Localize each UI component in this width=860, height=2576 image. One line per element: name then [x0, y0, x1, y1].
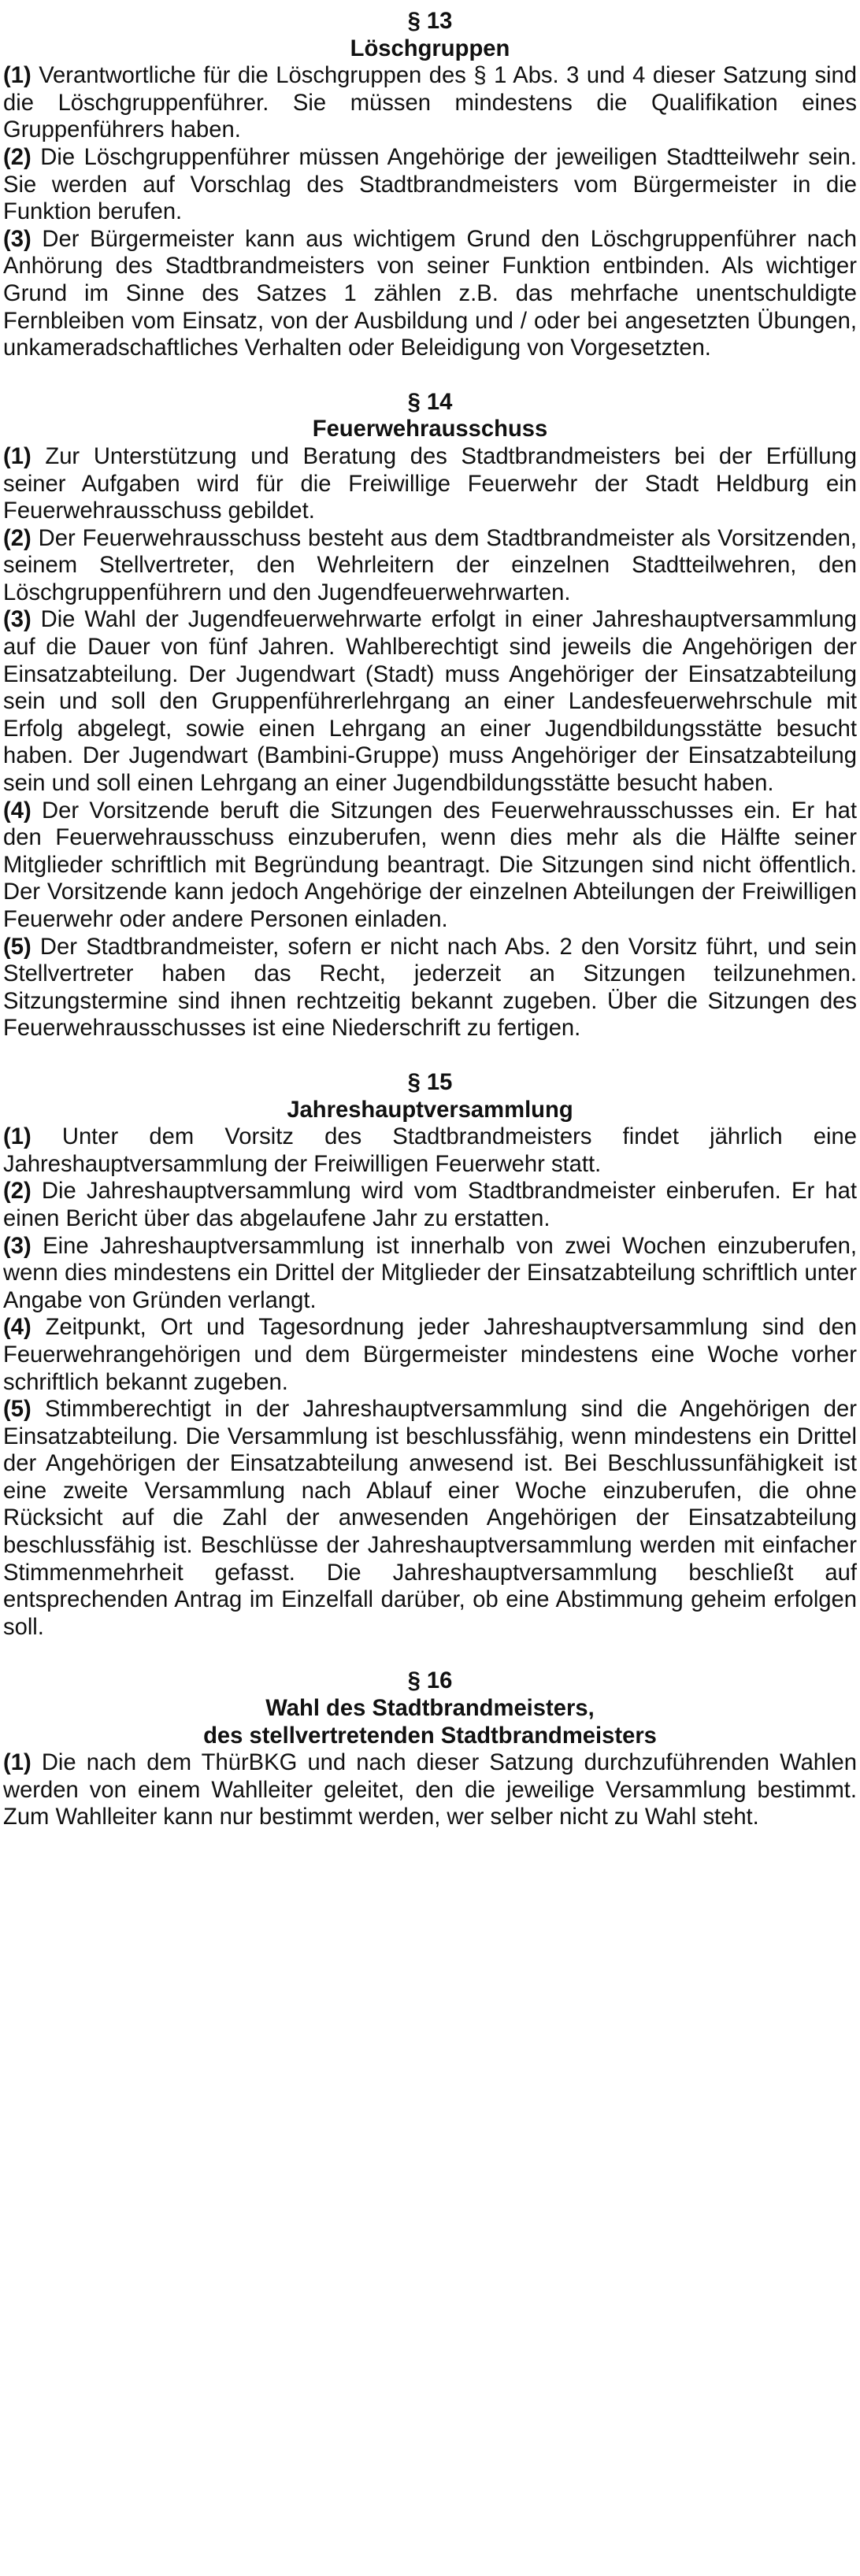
section-number: § 13	[407, 9, 453, 34]
paragraph	[3, 798, 857, 934]
paragraph	[3, 226, 857, 362]
paragraph-text: Die Löschgruppenführer müssen Angehörige der jeweiligen Stadtteilwehr sein. Sie werden auf Vorschlag des Stadtbrandmeisters vom Bürgermeister in die Funktion berufen.	[3, 144, 857, 225]
paragraph-number: (4)	[3, 798, 32, 824]
paragraph-number: (1)	[3, 1750, 32, 1776]
paragraph	[3, 443, 857, 525]
paragraph-number: (3)	[3, 1233, 32, 1259]
section-13	[3, 8, 857, 362]
paragraph-text: Zur Unterstützung und Beratung des Stadtbrandmeisters bei der Erfüllung seiner Aufgaben wird für die Freiwillige Feuerwehr der Stadt Heldburg ein Feuerwehrausschuss gebildet.	[3, 443, 857, 524]
paragraph-number: (2)	[3, 525, 32, 551]
paragraph	[3, 525, 857, 607]
paragraph-number: (4)	[3, 1315, 32, 1341]
paragraph	[3, 1178, 857, 1232]
paragraph-number: (1)	[3, 63, 32, 89]
section-title: des stellvertretenden Stadtbrandmeisters	[203, 1723, 657, 1749]
paragraph-number: (2)	[3, 1179, 32, 1205]
section-title: Wahl des Stadtbrandmeisters,	[265, 1696, 595, 1722]
section-number: § 15	[407, 1069, 453, 1095]
paragraph-number: (5)	[3, 934, 32, 960]
paragraph-text: Eine Jahreshauptversammlung ist innerhalb von zwei Wochen einzuberufen, wenn dies mindestens ein Drittel der Mitglieder der Einsatzabteilung schriftlich unter Angabe von Gründen verlangt.	[3, 1233, 857, 1313]
paragraph	[3, 144, 857, 226]
paragraph	[3, 1396, 857, 1641]
paragraph	[3, 1123, 857, 1178]
paragraph	[3, 934, 857, 1042]
paragraph-number: (2)	[3, 144, 32, 170]
section-14	[3, 389, 857, 1042]
section-number: § 14	[407, 389, 453, 415]
paragraph-text: Der Feuerwehrausschuss besteht aus dem Stadtbrandmeister als Vorsitzenden, seinem Stellvertreter, den Wehrleitern der einzelnen Stadtteilwehren, den Löschgruppenführern und den Jugendfeuerwehrwarten.	[3, 525, 857, 605]
paragraph	[3, 606, 857, 797]
section-title: Feuerwehrausschuss	[312, 416, 548, 442]
paragraph-text: Zeitpunkt, Ort und Tagesordnung jeder Jahreshauptversammlung sind den Feuerwehrangehörigen und dem Bürgermeister mindestens eine Woche vorher schriftlich bekannt zugeben.	[3, 1315, 857, 1395]
section-16	[3, 1667, 857, 1831]
paragraph	[3, 1233, 857, 1315]
paragraph-number: (1)	[3, 443, 32, 469]
paragraph-number: (5)	[3, 1397, 32, 1423]
paragraph-text: Der Bürgermeister kann aus wichtigem Grund den Löschgruppenführer nach Anhörung des Stadtbrandmeisters von seiner Funktion entbinden. Als wichtiger Grund im Sinne des Satzes 1 zählen z.B. das mehrfache unentschuldigte Fernbleiben vom Einsatz, von der Ausbildung und / oder bei angesetzten Übungen, unkameradschaftliches Verhalten oder Beleidigung von Vorgesetzten.	[3, 226, 857, 361]
paragraph-text: Stimmberechtigt in der Jahreshauptversammlung sind die Angehörigen der Einsatzabteilung. Die Versammlung ist beschlussfähig, wenn mindestens ein Drittel der Angehörigen der Einsatzabteilung anwesend ist. Bei Beschlussunfähigkeit ist eine zweite Versammlung nach Ablauf einer Woche einzuberufen, die ohne Rücksicht auf die Zahl der anwesenden Angehörigen der Einsatzabteilung beschlussfähig ist. Beschlüsse der Jahreshauptversammlung werden mit einfacher Stimmenmehrheit gefasst. Die Jahreshauptversammlung beschließt auf entsprechenden Antrag im Einzelfall darüber, ob eine Abstimmung geheim erfolgen soll.	[3, 1397, 857, 1640]
paragraph-number: (3)	[3, 607, 32, 633]
section-number: § 16	[407, 1668, 453, 1694]
section-title: Löschgruppen	[350, 35, 510, 61]
paragraph-text: Verantwortliche für die Löschgruppen des § 1 Abs. 3 und 4 dieser Satzung sind die Löschgruppenführer. Sie müssen mindestens die Qualifikation eines Gruppenführers haben.	[3, 63, 857, 143]
paragraph	[3, 62, 857, 144]
section-15	[3, 1069, 857, 1641]
paragraph-text: Die nach dem ThürBKG und nach dieser Satzung durchzuführenden Wahlen werden von einem Wahlleiter geleitet, den die jeweilige Versammlung bestimmt. Zum Wahlleiter kann nur bestimmt werden, wer selber nicht zu Wahl steht.	[3, 1750, 857, 1830]
paragraph-text: Die Jahreshauptversammlung wird vom Stadtbrandmeister einberufen. Er hat einen Bericht über das abgelaufene Jahr zu erstatten.	[3, 1179, 857, 1231]
paragraph-number: (3)	[3, 226, 32, 252]
paragraph-text: Die Wahl der Jugendfeuerwehrwarte erfolgt in einer Jahreshauptversammlung auf die Dauer von fünf Jahren. Wahlberechtigt sind jeweils die Angehörigen der Einsatzabteilung. Der Jugendwart (Stadt) muss Angehöriger der Einsatzabteilung sein und soll den Gruppenführerlehrgang an einer Landesfeuerwehrschule mit Erfolg abgelegt, sowie einen Lehrgang an einer Jugendbildungsstätte besucht haben. Der Jugendwart (Bambini-Gruppe) muss Angehöriger der Einsatzabteilung sein und soll einen Lehrgang an einer Jugendbildungsstätte besucht haben.	[3, 607, 857, 797]
paragraph	[3, 1749, 857, 1831]
section-title: Jahreshauptversammlung	[287, 1097, 573, 1123]
paragraph-text: Der Vorsitzende beruft die Sitzungen des Feuerwehrausschusses ein. Er hat den Feuerwehrausschuss einzuberufen, wenn dies mehr als die Hälfte seiner Mitglieder schriftlich mit Begründung beantragt. Die Sitzungen sind nicht öffentlich. Der Vorsitzende kann jedoch Angehörige der einzelnen Abteilungen der Freiwilligen Feuerwehr oder andere Personen einladen.	[3, 798, 857, 932]
paragraph-text: Unter dem Vorsitz des Stadtbrandmeisters findet jährlich eine Jahreshauptversammlung der Freiwilligen Feuerwehr statt.	[3, 1124, 857, 1177]
paragraph-text: Der Stadtbrandmeister, sofern er nicht nach Abs. 2 den Vorsitz führt, und sein Stellvertreter haben das Recht, jederzeit an Sitzungen teilzunehmen. Sitzungstermine sind ihnen rechtzeitig bekannt zugeben. Über die Sitzungen des Feuerwehrausschusses ist eine Niederschrift zu fertigen.	[3, 934, 857, 1042]
paragraph-number: (1)	[3, 1124, 32, 1150]
paragraph	[3, 1314, 857, 1396]
